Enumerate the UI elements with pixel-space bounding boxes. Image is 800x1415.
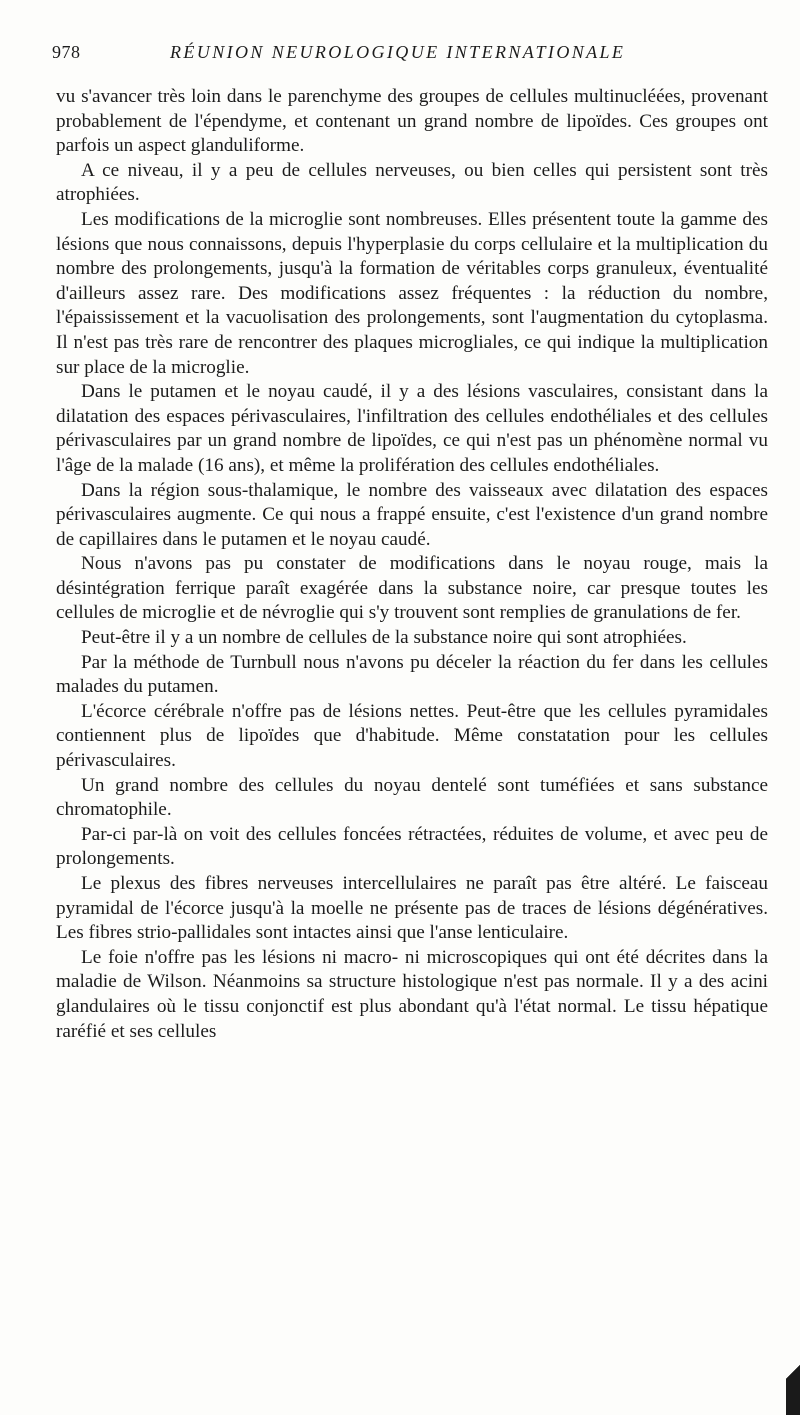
paragraph-cortex: L'écorce cérébrale n'offre pas de lésions nettes. Peut-être que les cellules pyramidales contiennent plus de lipoïdes que d'habitude. Même constatation pour les cellules périvasculaires. (56, 700, 768, 772)
paragraph-microglia: Les modifications de la microglie sont nombreuses. Elles présentent toute la gamme des lésions que nous connaissons, depuis l'hyperplasie du corps cellulaire et la multiplication du nombre des prolongements, jusqu'à la formation de véritables corps granuleux, éventualité d'ailleurs assez rare. Des modifications assez fréquentes : la réduction du nombre, l'épaississement et la vacuolisation des prolongements, sont l'augmentation du cytoplasma. Il n'est pas très rare de rencontrer des plaques microgliales, ce qui indique la multiplication sur place de la microglie. (56, 208, 768, 378)
paragraph-dark-cells: Par-ci par-là on voit des cellules foncées rétractées, réduites de volume, et avec peu de prolongements. (56, 823, 768, 870)
scan-edge-mark (786, 1345, 800, 1415)
paragraph-dentate-nucleus: Un grand nombre des cellules du noyau dentelé sont tuméfiées et sans substance chromatophile. (56, 774, 768, 821)
paragraph-red-nucleus: Nous n'avons pas pu constater de modifications dans le noyau rouge, mais la désintégration ferrique paraît exagérée dans la substance noire, car presque toutes les cellules de microglie et de névroglie qui s'y trouvent sont remplies de granulations de fer. (56, 553, 768, 624)
body-text (56, 85, 768, 1044)
paragraph-substantia-nigra: Peut-être il y a un nombre de cellules de la substance noire qui sont atrophiées. (81, 627, 687, 649)
paragraph-subthalamic: Dans la région sous-thalamique, le nombre des vaisseaux avec dilatation des espaces périvasculaires augmente. Ce qui nous a frappé ensuite, c'est l'existence d'un grand nombre de capillaires dans le putamen et le noyau caudé. (56, 479, 768, 550)
paragraph-continuation: vu s'avancer très loin dans le parenchyme des groupes de cellules multinucléées, provenant probablement de l'épendyme, et contenant un grand nombre de lipoïdes. Ces groupes ont parfois un aspect glanduliforme. (56, 86, 768, 157)
page-number: 978 (52, 42, 81, 62)
paragraph-nerve-cells: A ce niveau, il y a peu de cellules nerveuses, ou bien celles qui persistent sont très atrophiées. (56, 159, 768, 206)
running-title: RÉUNION NEUROLOGIQUE INTERNATIONALE (170, 42, 626, 62)
paragraph-nerve-fibers: Le plexus des fibres nerveuses intercellulaires ne paraît pas être altéré. Le faisceau pyramidal de l'écorce jusqu'à la moelle ne présente pas de traces de lésions dégénératives. Les fibres strio-pallidales sont intactes ainsi que l'anse lenticulaire. (56, 873, 768, 944)
page-header (52, 42, 752, 70)
paragraph-turnbull: Par la méthode de Turnbull nous n'avons pu déceler la réaction du fer dans les cellules malades du putamen. (56, 651, 768, 698)
paragraph-liver: Le foie n'offre pas les lésions ni macro- ni microscopiques qui ont été décrites dans la maladie de Wilson. Néanmoins sa structure histologique n'est pas normale. Il y a des acini glandulaires où le tissu conjonctif est plus abondant qu'à l'état normal. Le tissu hépatique raréfié et ses cellules (56, 946, 768, 1042)
paragraph-putamen-vascular: Dans le putamen et le noyau caudé, il y a des lésions vasculaires, consistant dans la dilatation des espaces périvasculaires, l'infiltration des cellules endothéliales et des cellules périvasculaires par un grand nombre de lipoïdes, ce qui n'est pas un phénomène normal vu l'âge de la malade (16 ans), et même la prolifération des cellules endothéliales. (56, 381, 768, 476)
